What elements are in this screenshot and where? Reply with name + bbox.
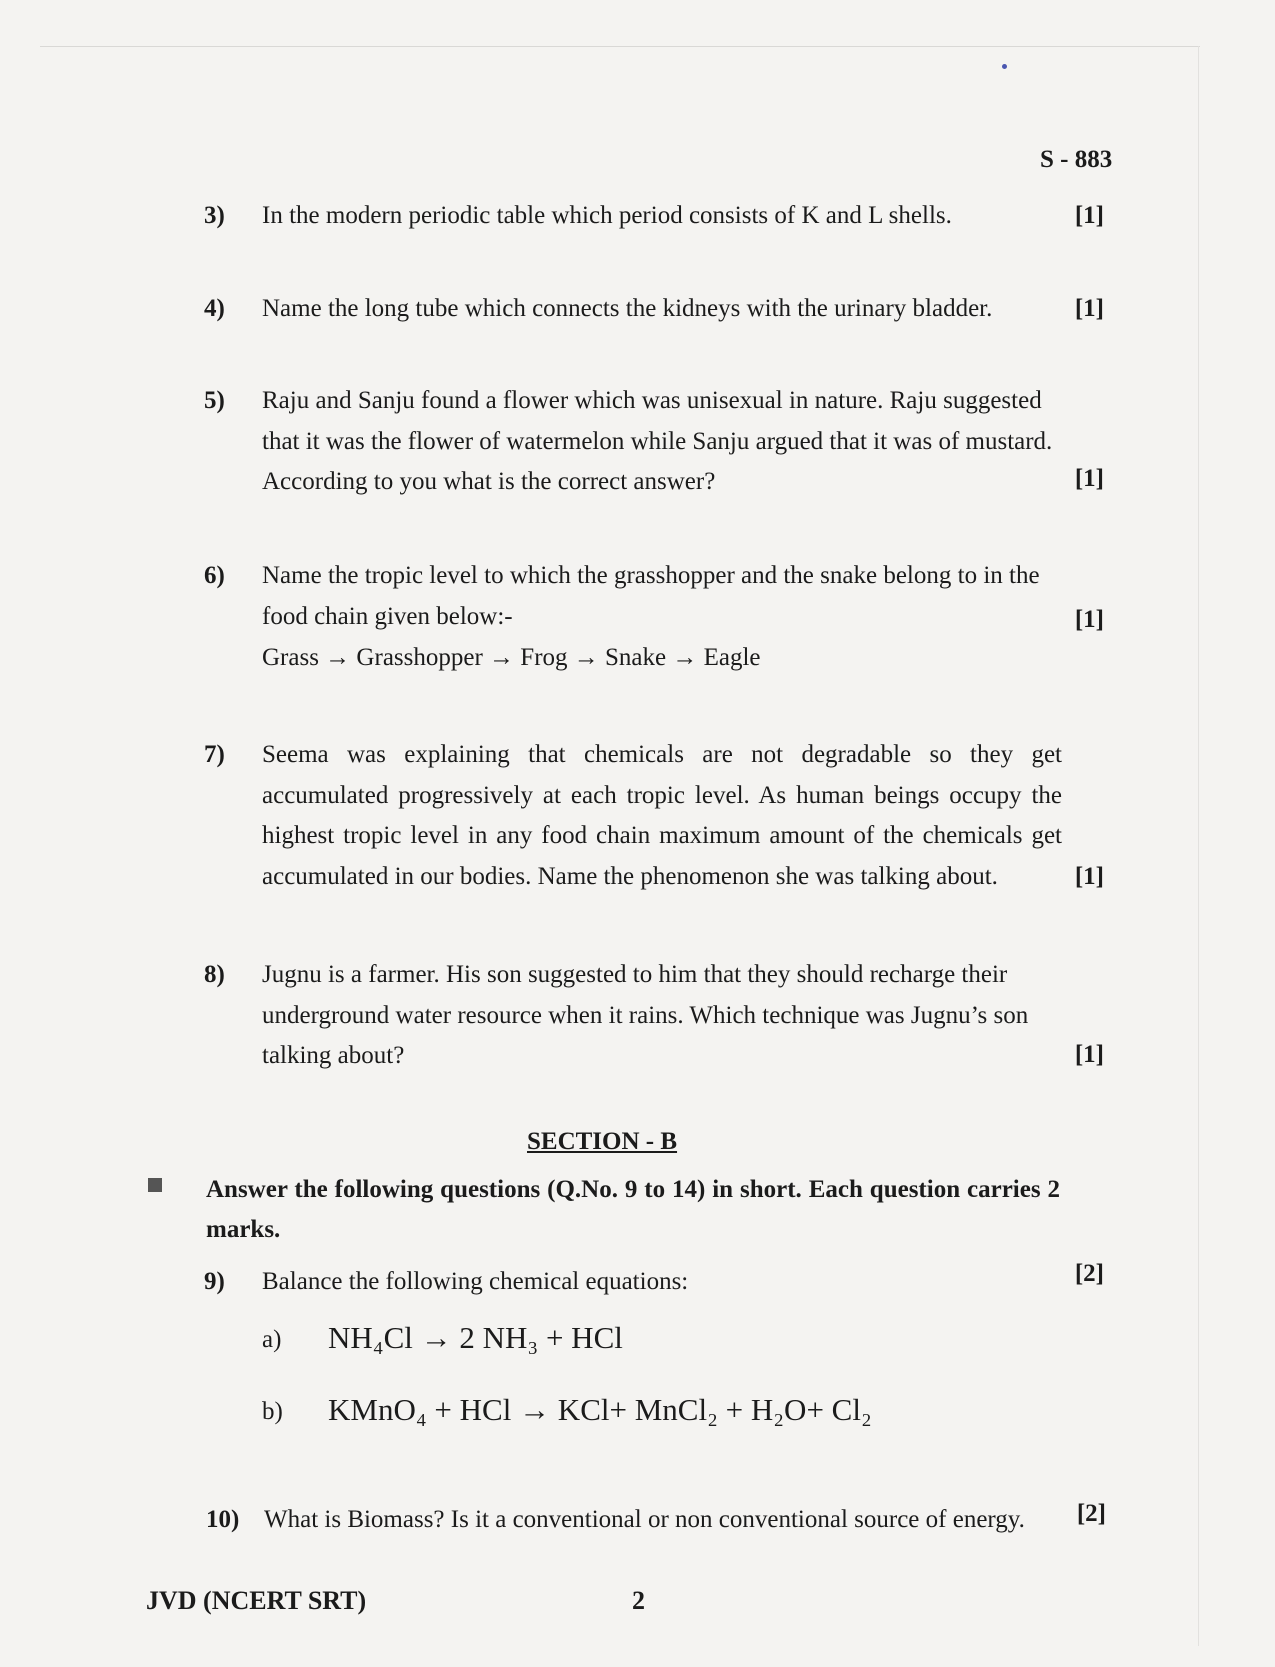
question-10	[206, 1500, 1106, 1542]
equation-label: a)	[262, 1326, 282, 1353]
question-text: Name the tropic level to which the grasshopper and the snake belong to in the food chain given below:-	[262, 562, 1040, 630]
scan-edge-right	[1198, 46, 1199, 1646]
question-7	[204, 735, 1104, 901]
page-number: 2	[632, 1586, 645, 1615]
question-marks: [1]	[1074, 202, 1104, 229]
question-number: 7)	[204, 741, 225, 768]
question-text: Jugnu is a farmer. His son suggested to him that they should recharge their underground water resource when it rains. Which technique was Jugnu’s son talking about?	[262, 961, 1029, 1069]
question-6	[204, 556, 1104, 640]
question-4	[204, 289, 1104, 331]
question-number: 5)	[204, 387, 225, 414]
question-text: Raju and Sanju found a flower which was unisexual in nature. Raju suggested that it was the flower of watermelon while Sanju argued that it was of mustard. According to you what is the correct answer?	[262, 387, 1053, 495]
question-marks: [1]	[1074, 863, 1104, 890]
question-marks: [1]	[1074, 465, 1104, 492]
question-text: Balance the following chemical equations:	[262, 1268, 689, 1295]
equation-formula: KMnO₄ + HCl → KCl+ MnCl₂ + H₂O+ Cl₂	[328, 1392, 872, 1427]
question-marks: [1]	[1074, 1041, 1104, 1068]
question-5	[204, 381, 1104, 505]
question-number: 8)	[204, 961, 225, 988]
question-9	[204, 1262, 1104, 1304]
section-instruction: Answer the following questions (Q.No. 9 to 14) in short. Each question carries 2 marks.	[206, 1176, 1060, 1243]
question-number: 10)	[206, 1506, 240, 1533]
question-8	[204, 955, 1104, 1079]
question-text: Seema was explaining that chemicals are not degradable so they get accumulated progressively at each tropic level. As human beings occupy the highest tropic level in any food chain maximum amount of the chemicals get accumulated in our bodies. Name the phenomenon she was talking about.	[262, 741, 1062, 890]
question-text: What is Biomass? Is it a conventional or non conventional source of energy.	[264, 1506, 1025, 1533]
question-marks: [2]	[1074, 1260, 1104, 1287]
equation-formula: NH₄Cl → 2 NH₃ + HCl	[328, 1320, 623, 1355]
section-title: SECTION - B	[527, 1128, 678, 1155]
question-number: 4)	[204, 295, 225, 322]
question-text: Name the long tube which connects the kidneys with the urinary bladder.	[262, 295, 993, 322]
question-marks: [1]	[1074, 606, 1104, 633]
question-marks: [2]	[1076, 1500, 1106, 1527]
question-3	[204, 196, 1104, 238]
scan-edge-top	[40, 46, 1200, 47]
equation-label: b)	[262, 1398, 283, 1425]
ink-dot	[1002, 64, 1007, 69]
question-text: In the modern periodic table which period consists of K and L shells.	[262, 202, 952, 229]
question-marks: [1]	[1074, 295, 1104, 322]
question-number: 6)	[204, 562, 225, 589]
question-number: 3)	[204, 202, 225, 229]
paper-code: S - 883	[1040, 146, 1113, 173]
question-number: 9)	[204, 1268, 225, 1295]
food-chain: Grass → Grasshopper → Frog → Snake → Eagle	[262, 644, 761, 671]
footer-series: JVD (NCERT SRT)	[146, 1586, 367, 1615]
bullet-square	[148, 1178, 162, 1192]
